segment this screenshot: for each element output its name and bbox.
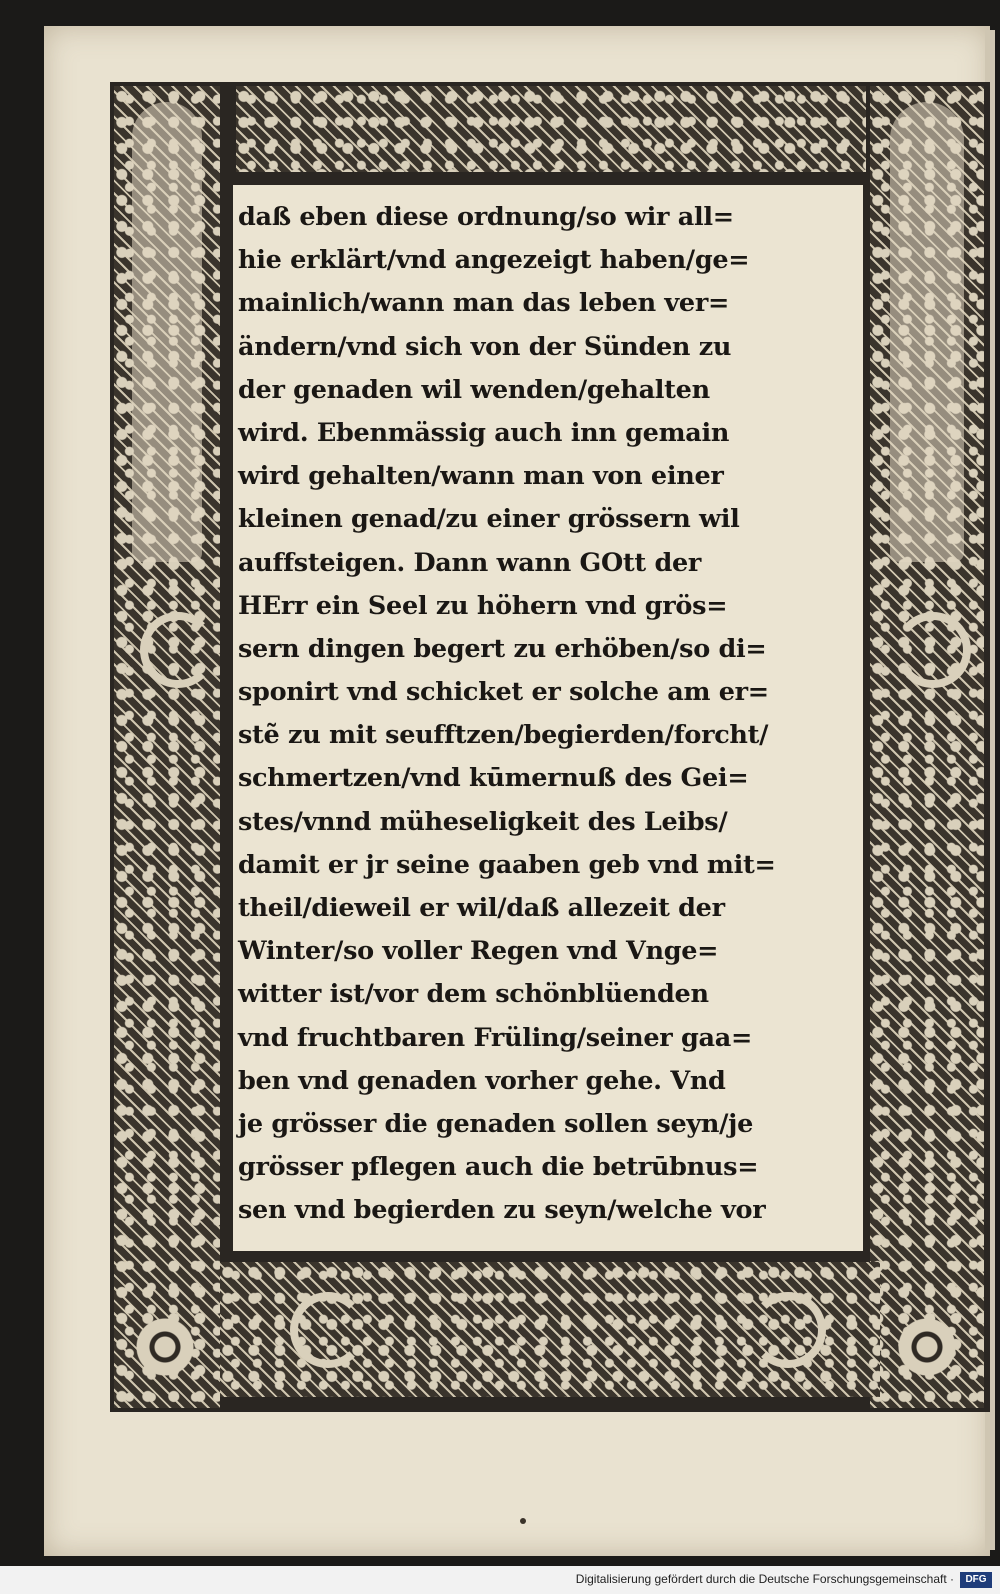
text-line: hie erklärt/vnd angezeigt haben/ge=: [238, 245, 750, 276]
text-line: schmertzen/vnd kūmernuß des Gei=: [238, 763, 749, 794]
scroll-ornament-bottom-right: [750, 1292, 826, 1368]
text-line: damit er jr seine gaaben geb vnd mit=: [238, 849, 776, 880]
text-line: HErr ein Seel zu höhern vnd grös=: [238, 590, 728, 621]
dfg-logo: DFG: [960, 1572, 992, 1588]
text-line: der genaden wil wenden/gehalten: [238, 374, 710, 405]
text-line: sern dingen begert zu erhöben/so di=: [238, 633, 767, 664]
text-line: theil/dieweil er wil/daß allezeit der: [238, 893, 725, 923]
text-line: wird gehalten/wann man von einer: [238, 461, 724, 492]
woodcut-border-top: [236, 86, 866, 172]
text-line: wird. Ebenmässig auch inn gemain: [238, 417, 730, 448]
text-line: mainlich/wann man das leben ver=: [238, 288, 730, 319]
rosette-bottom-right: [892, 1312, 962, 1382]
text-line: je grösser die genaden sollen seyn/je: [238, 1108, 754, 1139]
scroll-ornament-bottom-left: [290, 1292, 366, 1368]
text-line: grösser pflegen auch die betrūbnus=: [238, 1152, 759, 1183]
funding-notice: Digitalisierung gefördert durch die Deutsche Forschungsgemeinschaft ·: [575, 1572, 954, 1586]
text-line: stẽ zu mit seufftzen/begierden/forcht/: [238, 720, 769, 751]
text-line: sen vnd begierden zu seyn/welche vor: [238, 1195, 766, 1226]
rosette-bottom-left: [130, 1312, 200, 1382]
scroll-ornament-left: [140, 612, 216, 688]
text-line: daß eben diese ordnung/so wir all=: [238, 202, 734, 232]
page-mark: [520, 1518, 526, 1524]
woodcut-figure-right: [890, 102, 964, 562]
digitization-footer: [0, 1566, 1000, 1594]
text-line: Winter/so voller Regen vnd Vnge=: [238, 936, 719, 967]
text-line: sponirt vnd schicket er solche am er=: [238, 677, 769, 708]
text-line: auffsteigen. Dann wann GOtt der: [238, 547, 702, 578]
fraktur-text-block: [238, 196, 860, 1233]
text-line: ben vnd genaden vorher gehe. Vnd: [238, 1065, 726, 1096]
text-line: ändern/vnd sich von der Sünden zu: [238, 331, 732, 362]
text-line: stes/vnnd müheseligkeit des Leibs/: [238, 806, 728, 837]
scroll-ornament-right: [895, 612, 971, 688]
text-line: vnd fruchtbaren Früling/seiner gaa=: [238, 1022, 753, 1053]
text-line: witter ist/vor dem schönblüenden: [238, 979, 709, 1010]
text-line: kleinen genad/zu einer grössern wil: [238, 504, 740, 535]
woodcut-figure-left: [132, 102, 202, 562]
